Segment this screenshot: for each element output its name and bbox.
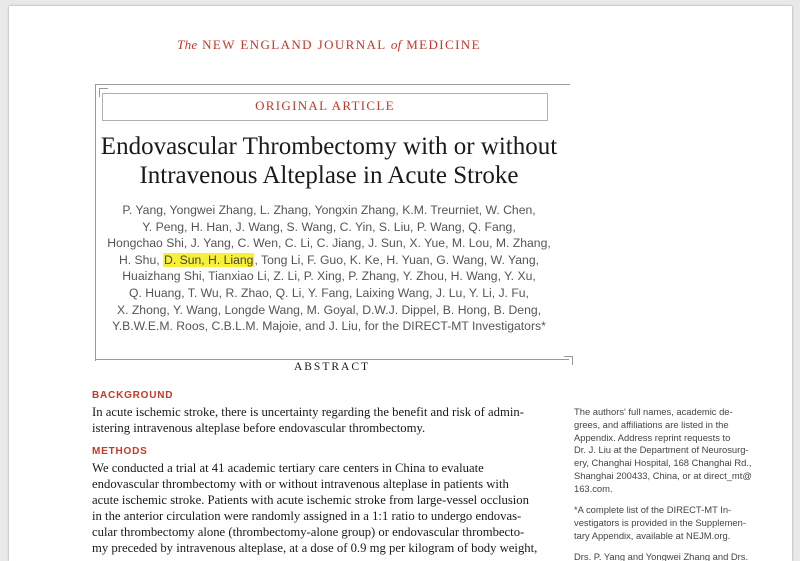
note-line: vestigators is provided in the Supplemen- xyxy=(574,516,746,528)
note-line: Appendix. Address reprint requests to xyxy=(574,431,731,443)
journal-masthead xyxy=(9,37,649,53)
author-line: Y. Peng, H. Han, J. Wang, S. Wang, C. Yin, S. Liu, P. Wang, Q. Fang, xyxy=(142,219,516,234)
article-type-box xyxy=(102,93,548,121)
background-heading: BACKGROUND xyxy=(92,390,174,401)
title-line-2: Intravenous Alteplase in Acute Stroke xyxy=(139,162,519,189)
abstract-divider xyxy=(95,359,569,360)
highlighted-authors[interactable]: D. Sun, H. Liang xyxy=(164,252,254,267)
note-line: Drs. P. Yang and Yongwei Zhang and Drs. xyxy=(574,551,749,561)
article-type-label: ORIGINAL ARTICLE xyxy=(255,98,395,113)
article-title xyxy=(49,132,609,190)
text-line: endovascular thrombectomy with or without intravenous alteplase in patients with xyxy=(92,477,509,491)
author-line: Huaizhang Shi, Tianxiao Li, Z. Li, P. Xing, P. Zhang, Y. Zhou, H. Wang, Y. Xu, xyxy=(122,269,536,284)
author-list xyxy=(69,202,589,335)
journal-prefix: The xyxy=(177,37,198,52)
title-line-1: Endovascular Thrombectomy with or without xyxy=(100,133,558,160)
journal-name-part1: NEW ENGLAND JOURNAL xyxy=(202,37,387,52)
note-line: tary Appendix, available at NEJM.org. xyxy=(574,529,731,541)
text-line: acute ischemic stroke. Patients with acute ischemic stroke from large-vessel occlusion xyxy=(92,493,529,507)
note-line: Shanghai 200433, China, or at direct_mt@ xyxy=(574,469,752,481)
note-line: Dr. J. Liu at the Department of Neurosurg- xyxy=(574,444,749,456)
investigators-note xyxy=(574,504,779,542)
text-line: In acute ischemic stroke, there is uncertainty regarding the benefit and risk of admin- xyxy=(92,405,524,419)
pdf-page xyxy=(9,6,792,561)
author-line xyxy=(69,252,589,269)
text-line: istering intravenous alteplase before endovascular thrombectomy. xyxy=(92,421,426,435)
text-line: We conducted a trial at 41 academic tertiary care centers in China to evaluate xyxy=(92,461,484,475)
affiliations-note xyxy=(574,406,779,496)
note-line: 163.com. xyxy=(574,482,613,494)
background-text xyxy=(92,404,567,436)
author-line: P. Yang, Yongwei Zhang, L. Zhang, Yongxin Zhang, K.M. Treurniet, W. Chen, xyxy=(122,203,536,217)
methods-text xyxy=(92,460,567,556)
journal-connector: of xyxy=(390,37,402,52)
author-line: Y.B.W.E.M. Roos, C.B.L.M. Majoie, and J. Liu, for the DIRECT-MT Investigators* xyxy=(112,319,546,334)
text-line: cular thrombectomy alone (thrombectomy-alone group) or endovascular thrombecto- xyxy=(92,525,525,539)
methods-heading: METHODS xyxy=(92,446,148,457)
author-line: Hongchao Shi, J. Yang, C. Wen, C. Li, C. Jiang, J. Sun, X. Yue, M. Lou, M. Zhang, xyxy=(107,236,551,251)
author-line: X. Zhong, Y. Wang, Longde Wang, M. Goyal, D.W.J. Dippel, B. Hong, B. Deng, xyxy=(116,302,542,317)
note-line: *A complete list of the DIRECT-MT In- xyxy=(574,504,732,515)
note-line: The authors' full names, academic de- xyxy=(574,406,733,417)
journal-name-part2: MEDICINE xyxy=(406,37,481,52)
author-line: Q. Huang, T. Wu, R. Zhao, Q. Li, Y. Fang, Laixing Wang, J. Lu, Y. Li, J. Fu, xyxy=(129,285,529,300)
abstract-heading: ABSTRACT xyxy=(293,361,371,373)
author-text: H. Shu, xyxy=(118,252,160,267)
author-text: , Tong Li, F. Guo, K. Ke, H. Yuan, G. Wang, W. Yang, xyxy=(254,252,539,267)
text-line: my preceded by intravenous alteplase, at a dose of 0.9 mg per kilogram of body weight, xyxy=(92,541,538,555)
note-line: grees, and affiliations are listed in the xyxy=(574,418,729,430)
note-line: ery, Changhai Hospital, 168 Changhai Rd., xyxy=(574,457,752,469)
contributions-note xyxy=(574,551,779,561)
text-line: in the anterior circulation were randomly assigned in a 1:1 ratio to undergo endovas- xyxy=(92,509,522,523)
